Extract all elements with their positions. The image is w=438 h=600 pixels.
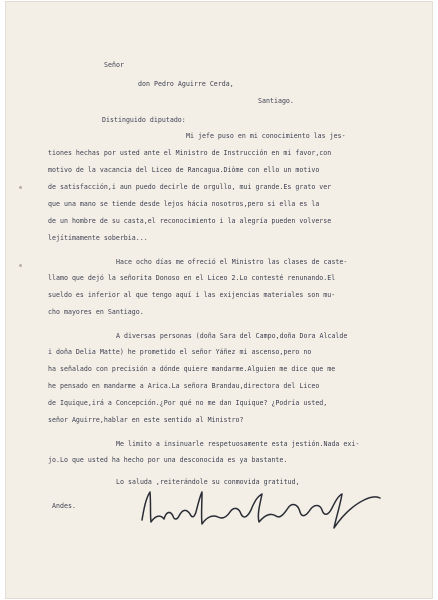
body-line: señor Aguirre,hablar en este sentido al Ministro? xyxy=(48,416,244,424)
closing-line: Lo saluda ,reiterándole su conmovida gratitud, xyxy=(116,478,300,486)
body-line: Me limito a insinuarle respetuosamente esta jestión.Nada exi- xyxy=(116,440,360,448)
recipient-city: Santiago. xyxy=(258,97,294,105)
body-line: jo.Lo que usted ha hecho por una desconocida es ya bastante. xyxy=(48,456,288,464)
handwritten-signature xyxy=(138,486,382,530)
greeting: Distinguido diputado: xyxy=(102,116,186,124)
body-line: Mi jefe puso en mi conocimiento las jes- xyxy=(186,132,346,140)
body-line: motivo de la vacancia del Liceo de Rancagua.Diòme con ello un motivo xyxy=(48,166,320,174)
body-line: de satisfacción,i aun puedo decirle de orgullo, mui grande.Es grato ver xyxy=(48,183,332,191)
body-line: sueldo es inferior al que tengo aquí i las exijencias materiales son mu- xyxy=(48,291,336,299)
body-line: llamo que dejó la señorita Donoso en el Liceo 2.Lo contesté renunando.El xyxy=(48,274,336,282)
body-line: cho mayores en Santiago. xyxy=(48,308,144,316)
recipient-name: don Pedro Aguirre Cerda, xyxy=(138,80,234,88)
salutation-to: Señor xyxy=(104,61,124,69)
body-line: i doña Delia Matte) he prometido el señor Yáñez mi ascenso,pero no xyxy=(48,348,312,356)
body-line: Hace ocho días me ofreció el Ministro las clases de caste- xyxy=(116,258,348,266)
body-line: he pensado en mandarme a Arica.La señora Brandau,directora del Liceo xyxy=(48,382,320,390)
body-line: ha señalado con precisión a dónde quiere mandarme.Alguien me dice que me xyxy=(48,365,336,373)
place-line: Andes. xyxy=(52,502,76,510)
body-line: A diversas personas (doña Sara del Campo,doña Dora Alcalde xyxy=(116,332,348,340)
body-line: tiones hechas por usted ante el Ministro de Instrucción en mi favor,con xyxy=(48,149,332,157)
body-line: de un hombre de su casta,el reconocimiento i la alegría pueden volverse xyxy=(48,217,332,225)
body-line: que una mano se tiende desde lejos hácia nosotros,pero si ella es la xyxy=(48,200,320,208)
body-line: lejítimamente soberbia... xyxy=(48,234,148,242)
body-line: de Iquique,irá a Concepción.¿Por qué no me dan Iquique? ¿Podría usted, xyxy=(48,399,328,407)
punch-hole xyxy=(19,264,22,267)
punch-hole xyxy=(19,186,22,189)
